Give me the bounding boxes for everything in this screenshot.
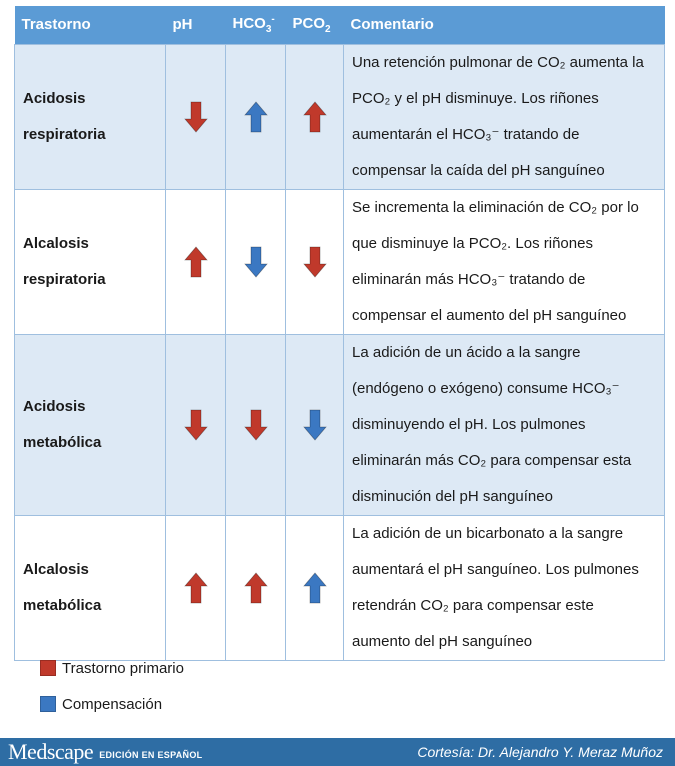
acid-base-table	[14, 6, 665, 661]
header-comment: Comentario	[344, 6, 665, 44]
legend-label-compensation: Compensación	[62, 695, 163, 713]
disorder-name-line: respiratoria	[23, 125, 106, 143]
medscape-logo: Medscape	[8, 739, 94, 764]
arrow-up-icon	[244, 572, 268, 604]
legend-item-primary	[40, 658, 184, 678]
disorder-name	[15, 334, 166, 515]
comment-line: disminución del pH sanguíneo	[352, 487, 553, 505]
comment-line: aumento del pH sanguíneo	[352, 632, 533, 650]
comment-line: eliminarán más CO₂ para compensar esta	[352, 451, 632, 469]
disorder-name	[15, 515, 166, 660]
hco3-change-cell	[226, 189, 286, 334]
table-header-row	[15, 6, 665, 44]
comment-line: compensar la caída del pH sanguíneo	[352, 161, 605, 179]
acid-base-table-container	[14, 6, 664, 661]
comment-line: PCO₂ y el pH disminuye. Los riñones	[352, 89, 599, 107]
pco2-change-cell	[286, 189, 344, 334]
comment-line: Se incrementa la eliminación de CO₂ por lo	[352, 198, 639, 216]
comment-line: compensar el aumento del pH sanguíneo	[352, 306, 627, 324]
disorder-name	[15, 189, 166, 334]
ph-change-cell	[166, 334, 226, 515]
disorder-name-line: metabólica	[23, 596, 102, 614]
header-ph: pH	[166, 6, 226, 44]
hco3-change-cell	[226, 515, 286, 660]
table-row	[15, 44, 665, 189]
hco3-change-cell	[226, 334, 286, 515]
arrow-down-icon	[244, 246, 268, 278]
disorder-name-line: Alcalosis	[23, 234, 89, 252]
ph-change-cell	[166, 189, 226, 334]
disorder-name-line: respiratoria	[23, 270, 106, 288]
arrow-down-icon	[184, 101, 208, 133]
arrow-up-icon	[303, 572, 327, 604]
arrow-down-icon	[303, 246, 327, 278]
disorder-name-line: Acidosis	[23, 397, 86, 415]
header-pco2-base: PCO	[292, 14, 326, 32]
comment-cell	[344, 515, 665, 660]
comment-line: eliminarán más HCO₃⁻ tratando de	[352, 270, 586, 288]
disorder-name-line: Acidosis	[23, 89, 86, 107]
disorder-name-line: metabólica	[23, 433, 102, 451]
arrow-up-icon	[184, 572, 208, 604]
comment-line: que disminuye la PCO₂. Los riñones	[352, 234, 593, 252]
footer-bar	[0, 738, 675, 766]
comment-line: (endógeno o exógeno) consume HCO₃⁻	[352, 379, 620, 397]
hco3-change-cell	[226, 44, 286, 189]
pco2-change-cell	[286, 334, 344, 515]
arrow-up-icon	[303, 101, 327, 133]
header-hco3-sup: -	[271, 14, 275, 26]
legend	[40, 658, 184, 730]
comment-line: disminuyendo el pH. Los pulmones	[352, 415, 586, 433]
pco2-change-cell	[286, 515, 344, 660]
header-pco2-sub: 2	[325, 23, 331, 35]
table-row	[15, 189, 665, 334]
ph-change-cell	[166, 515, 226, 660]
legend-swatch-primary	[40, 660, 56, 676]
comment-line: retendrán CO₂ para compensar este	[352, 596, 594, 614]
pco2-change-cell	[286, 44, 344, 189]
arrow-down-icon	[184, 409, 208, 441]
logo-subtitle: EDICIÓN EN ESPAÑOL	[99, 750, 203, 760]
legend-swatch-compensation	[40, 696, 56, 712]
legend-item-compensation	[40, 694, 184, 714]
comment-cell	[344, 44, 665, 189]
comment-line: La adición de un bicarbonato a la sangre	[352, 524, 624, 542]
disorder-name	[15, 44, 166, 189]
comment-line: aumentarán el HCO₃⁻ tratando de	[352, 125, 580, 143]
header-hco3	[226, 6, 286, 44]
arrow-down-icon	[303, 409, 327, 441]
arrow-up-icon	[184, 246, 208, 278]
arrow-down-icon	[244, 409, 268, 441]
table-row	[15, 515, 665, 660]
comment-line: aumentará el pH sanguíneo. Los pulmones	[352, 560, 639, 578]
comment-line: La adición de un ácido a la sangre	[352, 343, 581, 361]
table-body	[15, 44, 665, 660]
table-row	[15, 334, 665, 515]
comment-line: Una retención pulmonar de CO₂ aumenta la	[352, 53, 644, 71]
comment-cell	[344, 189, 665, 334]
header-disorder: Trastorno	[15, 6, 166, 44]
header-hco3-base: HCO	[232, 15, 266, 33]
ph-change-cell	[166, 44, 226, 189]
credit-text: Cortesía: Dr. Alejandro Y. Meraz Muñoz	[417, 744, 663, 760]
header-hco3-sub: 3	[265, 24, 272, 36]
comment-cell	[344, 334, 665, 515]
header-pco2	[286, 6, 344, 44]
disorder-name-line: Alcalosis	[23, 560, 89, 578]
legend-label-primary: Trastorno primario	[62, 659, 184, 677]
arrow-up-icon	[244, 101, 268, 133]
